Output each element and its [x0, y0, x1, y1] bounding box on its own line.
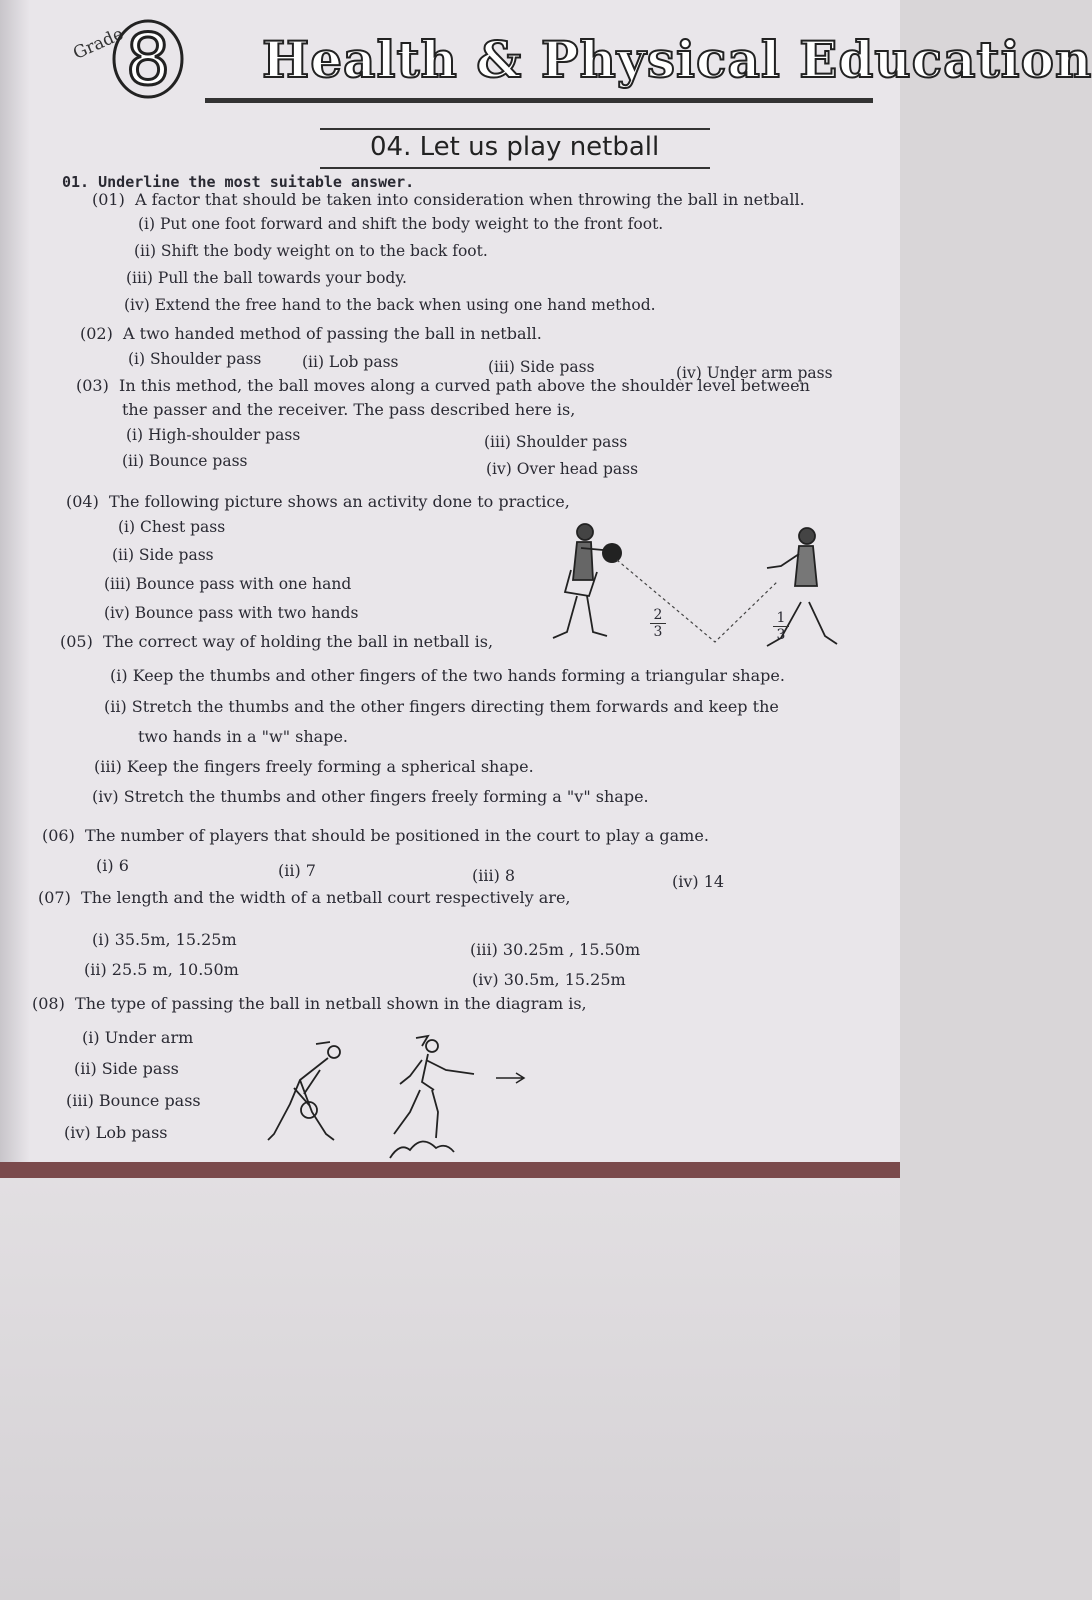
q03-option-iv[interactable]: (iv) Over head pass	[486, 460, 639, 478]
arrow-right-icon	[496, 1073, 524, 1083]
question-08: (08) The type of passing the ball in netball shown in the diagram is,	[32, 994, 587, 1013]
question-07: (07) The length and the width of a netball court respectively are,	[38, 888, 571, 907]
q07-option-iv[interactable]: (iv) 30.5m, 15.25m	[472, 970, 626, 989]
player-bouncing-illustration	[268, 1042, 340, 1140]
q05-option-ii[interactable]: (ii) Stretch the thumbs and the other fingers directing them forwards and keep the	[104, 697, 779, 716]
question-04: (04) The following picture shows an activity done to practice,	[66, 492, 570, 511]
ground-squiggle	[390, 1141, 454, 1158]
question-05: (05) The correct way of holding the ball in netball is,	[60, 632, 494, 651]
q02-option-iv[interactable]: (iv) Under arm pass	[676, 364, 833, 382]
page-bottom-edge	[0, 1162, 900, 1178]
fraction-two-thirds: $\frac{2}{3}$	[650, 607, 666, 640]
q06-option-ii[interactable]: (ii) 7	[278, 861, 316, 880]
q04-option-i[interactable]: (i) Chest pass	[118, 518, 226, 536]
grade-number-badge	[110, 18, 186, 100]
q03-option-i[interactable]: (i) High-shoulder pass	[126, 426, 301, 444]
chapter-rule-top	[320, 128, 710, 130]
q02-option-i[interactable]: (i) Shoulder pass	[128, 350, 262, 368]
bounce-path	[617, 560, 777, 642]
q07-option-i[interactable]: (i) 35.5m, 15.25m	[92, 930, 237, 949]
q05-option-i[interactable]: (i) Keep the thumbs and other fingers of the two hands forming a triangular shape.	[110, 666, 785, 685]
question-02: (02) A two handed method of passing the ball in netball.	[80, 324, 542, 343]
grade-label: Grade	[70, 24, 127, 64]
chapter-rule-bottom	[320, 167, 710, 169]
section-instruction: 01. Underline the most suitable answer.	[62, 173, 415, 191]
chapter-title: 04. Let us play netball	[370, 132, 660, 162]
q08-option-iii[interactable]: (iii) Bounce pass	[66, 1091, 201, 1110]
q06-option-iii[interactable]: (iii) 8	[472, 866, 516, 885]
question-06: (06) The number of players that should be positioned in the court to play a game.	[42, 826, 709, 845]
player-receiving-illustration	[394, 1036, 474, 1138]
player-left-illustration	[553, 524, 611, 638]
q07-option-iii[interactable]: (iii) 30.25m , 15.50m	[470, 940, 641, 959]
question-01: (01) A factor that should be taken into consideration when throwing the ball in netball.	[92, 190, 805, 209]
question-03-continued: the passer and the receiver. The pass described here is,	[122, 400, 576, 419]
q04-option-ii[interactable]: (ii) Side pass	[112, 546, 214, 564]
q08-option-ii[interactable]: (ii) Side pass	[74, 1059, 179, 1078]
q06-option-iv[interactable]: (iv) 14	[672, 872, 725, 891]
passing-diagram-figure	[260, 1030, 540, 1160]
q03-option-iii[interactable]: (iii) Shoulder pass	[484, 433, 628, 451]
q07-option-ii[interactable]: (ii) 25.5 m, 10.50m	[84, 960, 239, 979]
q05-option-iv[interactable]: (iv) Stretch the thumbs and other fingers freely forming a "v" shape.	[92, 787, 649, 806]
q01-option-iv[interactable]: (iv) Extend the free hand to the back when using one hand method.	[124, 296, 656, 314]
question-03: (03) In this method, the ball moves along a curved path above the shoulder level between	[76, 376, 810, 395]
q08-option-i[interactable]: (i) Under arm	[82, 1028, 194, 1047]
grade-number: 8	[125, 19, 171, 101]
q01-option-i[interactable]: (i) Put one foot forward and shift the body weight to the front foot.	[138, 215, 664, 233]
fraction-one-third: $\frac{1}{3}$	[773, 610, 789, 643]
q05-option-iii[interactable]: (iii) Keep the fingers freely forming a spherical shape.	[94, 757, 534, 776]
q08-option-iv[interactable]: (iv) Lob pass	[64, 1123, 168, 1142]
q01-option-iii[interactable]: (iii) Pull the ball towards your body.	[126, 269, 407, 287]
q03-option-ii[interactable]: (ii) Bounce pass	[122, 452, 248, 470]
netball-icon	[602, 543, 622, 563]
q04-option-iv[interactable]: (iv) Bounce pass with two hands	[104, 604, 359, 622]
q02-option-iii[interactable]: (iii) Side pass	[488, 358, 595, 376]
q05-option-ii-continued: two hands in a "w" shape.	[138, 727, 349, 746]
q04-option-iii[interactable]: (iii) Bounce pass with one hand	[104, 575, 352, 593]
q06-option-i[interactable]: (i) 6	[96, 856, 129, 875]
q02-option-ii[interactable]: (ii) Lob pass	[302, 353, 399, 371]
title-rule	[205, 98, 873, 103]
subject-title: Health & Physical Education	[262, 30, 1092, 89]
bounce-pass-figure	[545, 520, 865, 670]
table-surface	[0, 1175, 900, 1600]
q01-option-ii[interactable]: (ii) Shift the body weight on to the back foot.	[134, 242, 488, 260]
